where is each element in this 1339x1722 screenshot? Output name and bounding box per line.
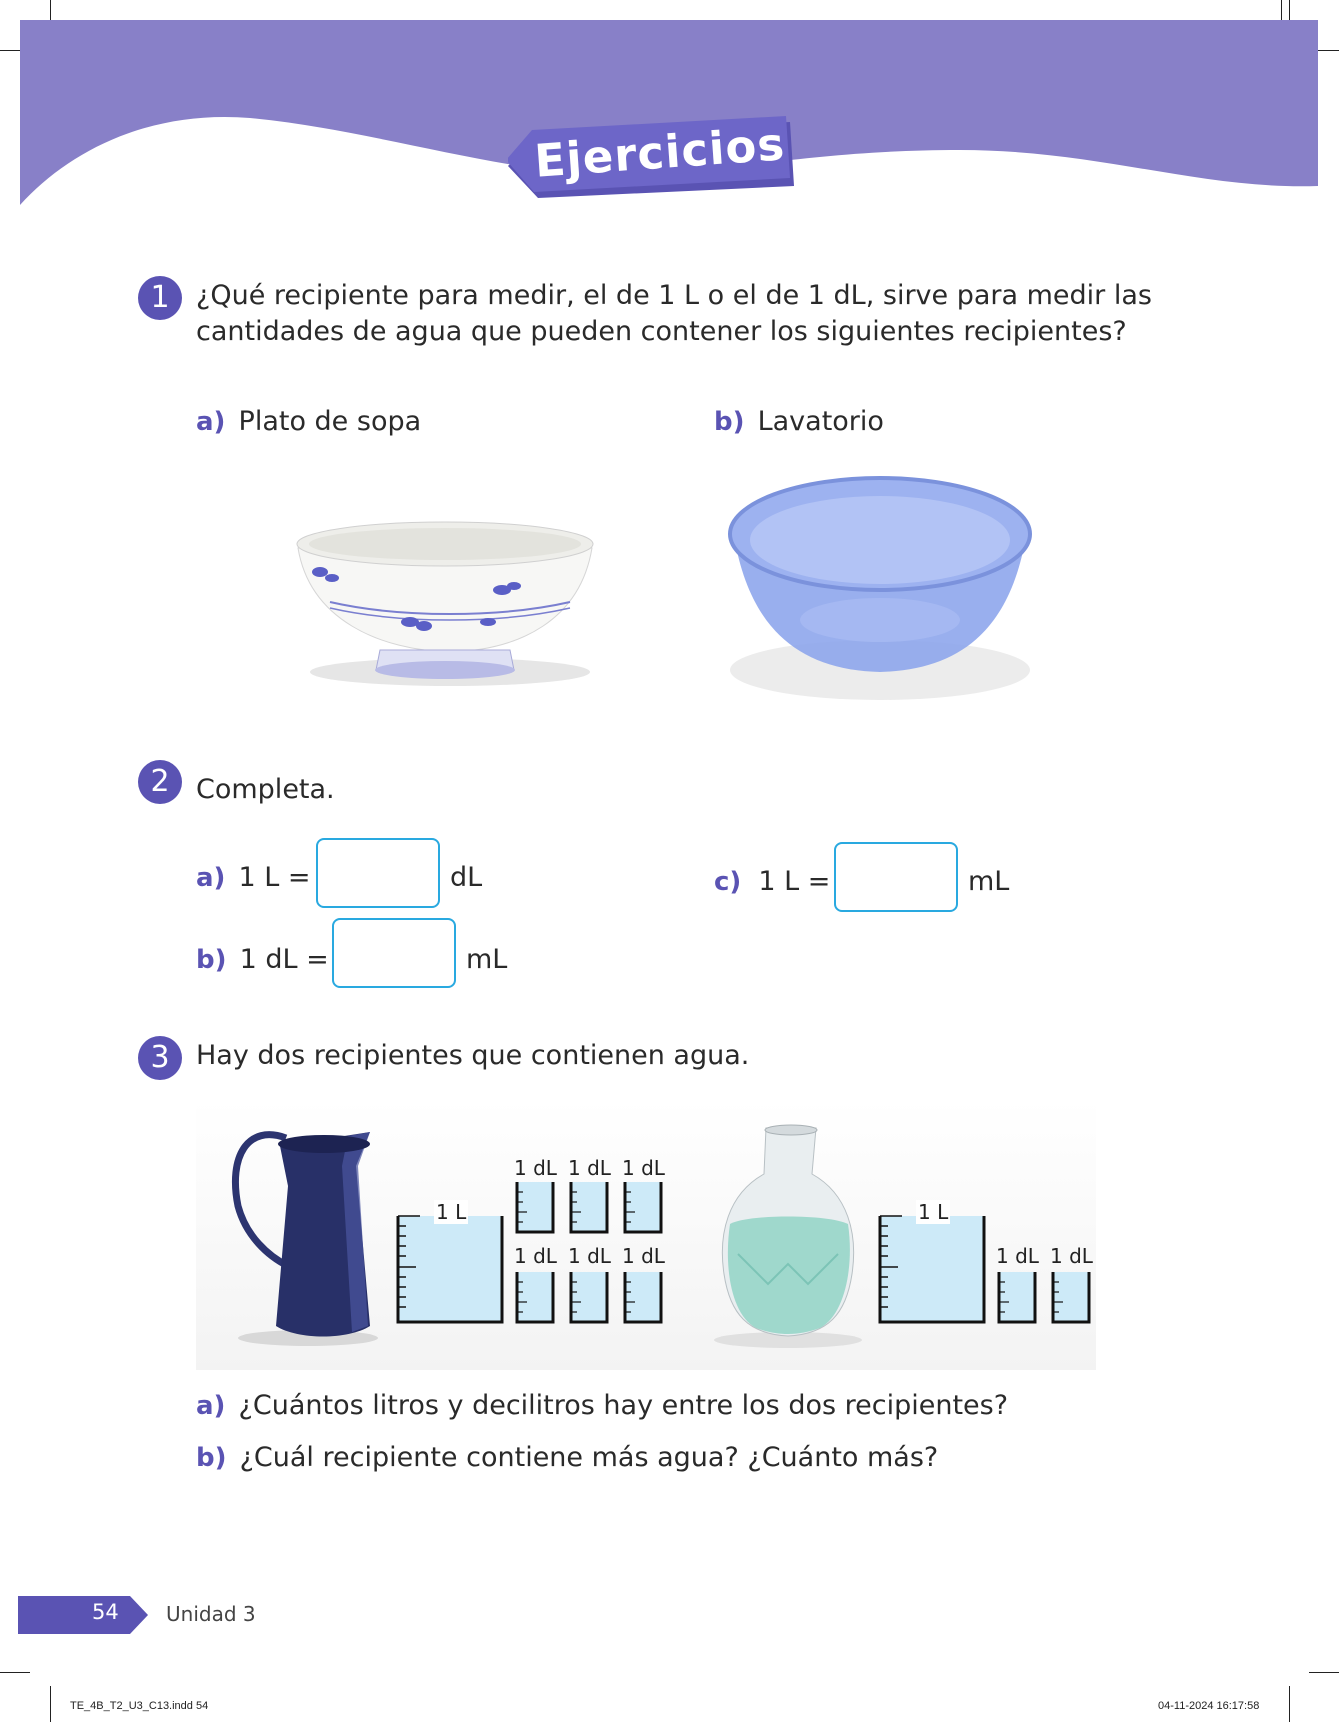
dl-label: 1 dL bbox=[1050, 1244, 1093, 1268]
crop-mark bbox=[50, 1686, 51, 1722]
slug-date: 04-11-2024 16:17:58 bbox=[1158, 1700, 1260, 1712]
washbasin-image bbox=[720, 470, 1040, 710]
question-2a-left: 1 L = bbox=[238, 862, 311, 893]
liter-container-carafe bbox=[876, 1206, 988, 1326]
carafe-image bbox=[708, 1124, 868, 1350]
dl-label: 1 dL bbox=[622, 1156, 665, 1180]
page-number-tab bbox=[18, 1596, 148, 1634]
question-2a-unit: dL bbox=[450, 862, 483, 893]
liter-label-1: 1 L bbox=[436, 1200, 467, 1224]
question-2b-left: 1 dL = bbox=[239, 944, 329, 975]
question-2b bbox=[196, 944, 329, 975]
question-1b bbox=[714, 406, 884, 437]
question-2c-unit: mL bbox=[968, 866, 1010, 897]
crop-mark bbox=[1309, 1672, 1339, 1673]
question-2c-left: 1 L = bbox=[758, 866, 831, 897]
question-2c bbox=[714, 866, 830, 897]
question-2a-letter: a) bbox=[196, 863, 226, 893]
page-number: 54 bbox=[92, 1600, 119, 1624]
question-3b bbox=[196, 1442, 938, 1473]
page-title: Ejercicios bbox=[532, 117, 787, 188]
dl-cups-carafe bbox=[996, 1268, 1102, 1326]
liter-label-2: 1 L bbox=[918, 1200, 949, 1224]
question-2b-unit: mL bbox=[466, 944, 508, 975]
question-3a bbox=[196, 1390, 1008, 1421]
question-2-badge: 2 bbox=[138, 760, 182, 804]
unit-label: Unidad 3 bbox=[166, 1602, 256, 1626]
question-1-line2: cantidades de agua que pueden contener los siguientes recipientes? bbox=[196, 316, 1127, 347]
dl-label: 1 dL bbox=[514, 1244, 557, 1268]
question-1b-text: Lavatorio bbox=[757, 406, 884, 437]
question-2b-letter: b) bbox=[196, 945, 227, 975]
question-3b-text: ¿Cuál recipiente contiene más agua? ¿Cuánto más? bbox=[239, 1442, 939, 1473]
answer-box-2a[interactable] bbox=[316, 838, 440, 908]
question-1-badge: 1 bbox=[138, 276, 182, 320]
question-2c-letter: c) bbox=[714, 867, 742, 897]
question-3-text: Hay dos recipientes que contienen agua. bbox=[196, 1040, 750, 1071]
dl-label: 1 dL bbox=[622, 1244, 665, 1268]
slug-file: TE_4B_T2_U3_C13.indd 54 bbox=[70, 1700, 209, 1712]
question-1a bbox=[196, 406, 421, 437]
question-1a-text: Plato de sopa bbox=[238, 406, 422, 437]
dl-cups-row-2 bbox=[514, 1268, 674, 1326]
liter-container-pitcher bbox=[394, 1206, 506, 1326]
dl-label: 1 dL bbox=[514, 1156, 557, 1180]
dl-cups-row-1 bbox=[514, 1178, 674, 1236]
soup-bowl-image bbox=[280, 510, 620, 690]
answer-box-2b[interactable] bbox=[332, 918, 456, 988]
question-1b-letter: b) bbox=[714, 407, 745, 437]
question-1-text bbox=[196, 278, 1196, 350]
question-1a-letter: a) bbox=[196, 407, 226, 437]
question-2a bbox=[196, 862, 311, 893]
question-3a-text: ¿Cuántos litros y decilitros hay entre los dos recipientes? bbox=[238, 1390, 1009, 1421]
answer-box-2c[interactable] bbox=[834, 842, 958, 912]
question-3b-letter: b) bbox=[196, 1443, 227, 1473]
dl-label: 1 dL bbox=[568, 1244, 611, 1268]
question-1-line1: ¿Qué recipiente para medir, el de 1 L o el de 1 dL, sirve para medir las bbox=[196, 280, 1152, 311]
question-3a-letter: a) bbox=[196, 1391, 226, 1421]
pitcher-image bbox=[228, 1126, 388, 1348]
dl-label: 1 dL bbox=[996, 1244, 1039, 1268]
crop-mark bbox=[1289, 1686, 1290, 1722]
dl-label: 1 dL bbox=[568, 1156, 611, 1180]
question-3-badge: 3 bbox=[138, 1036, 182, 1080]
question-2-text: Completa. bbox=[196, 774, 335, 805]
crop-mark bbox=[0, 1672, 30, 1673]
